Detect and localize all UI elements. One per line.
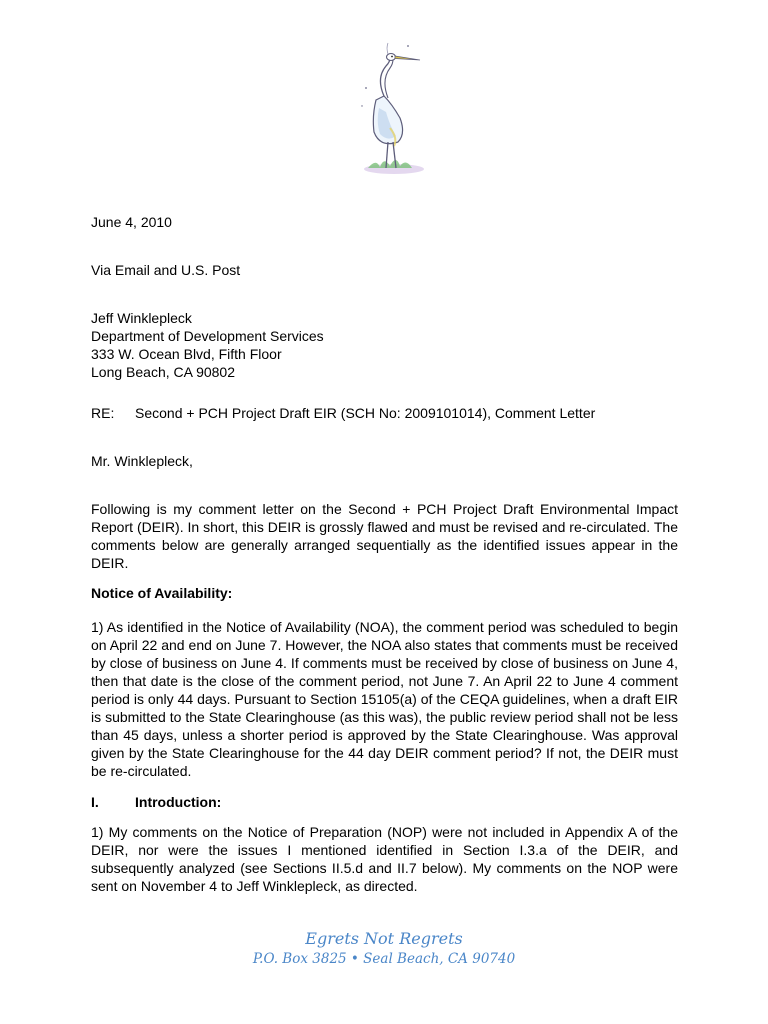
recipient-department: Department of Development Services [91, 328, 324, 344]
recipient-street: 333 W. Ocean Blvd, Fifth Floor [91, 346, 282, 362]
recipient-name: Jeff Winklepleck [91, 310, 192, 326]
footer-address: P.O. Box 3825 • Seal Beach, CA 90740 [252, 951, 516, 967]
delivery-method: Via Email and U.S. Post [91, 262, 241, 278]
re-subject: Second + PCH Project Draft EIR (SCH No: 2009101014), Comment Letter [135, 405, 596, 421]
section-number: I. [91, 794, 99, 810]
re-label: RE: [91, 405, 115, 421]
noa-heading: Notice of Availability: [91, 585, 233, 601]
introduction-heading [91, 793, 678, 811]
nop-paragraph: 1) My comments on the Notice of Preparation (NOP) were not included in Appendix A of the DEIR, nor were the issues I mentioned identified in Section I.3.a of the DEIR, and subsequently analyzed (see Sections II.5.d and II.7 below). My comments on the NOP were sent on November 4 to Jeff Winklepleck, as directed. [91, 824, 678, 894]
salutation: Mr. Winklepleck, [91, 453, 193, 469]
intro-paragraph: Following is my comment letter on the Second + PCH Project Draft Environmental Impact Report (DEIR). In short, this DEIR is grossly flawed and must be revised and re-circulated. The comments below are generally arranged sequentially as the identified issues appear in the DEIR. [91, 501, 678, 571]
footer-org-name: Egrets Not Regrets [305, 929, 463, 948]
section-title: Introduction: [135, 794, 222, 810]
noa-paragraph: 1) As identified in the Notice of Availability (NOA), the comment period was scheduled to begin on April 22 and end on June 7. However, the NOA also states that comments must be received by close of business on June 4. If comments must be received by close of business on June 4, then that date is the close of the comment period, not June 7. An April 22 to June 4 comment period is only 44 days. Pursuant to Section 15105(a) of the CEQA guidelines, when a draft EIR is submitted to the State Clearinghouse (as this was), the public review period shall not be less than 45 days, unless a shorter period is approved by the State Clearinghouse. Was approval given by the State Clearinghouse for the 44 day DEIR comment period? If not, the DEIR must be re-circulated. [91, 619, 678, 779]
recipient-address [91, 309, 678, 381]
letter-date: June 4, 2010 [91, 214, 172, 230]
egret-logo-icon [346, 38, 426, 188]
re-line [91, 404, 678, 422]
recipient-city: Long Beach, CA 90802 [91, 364, 236, 380]
